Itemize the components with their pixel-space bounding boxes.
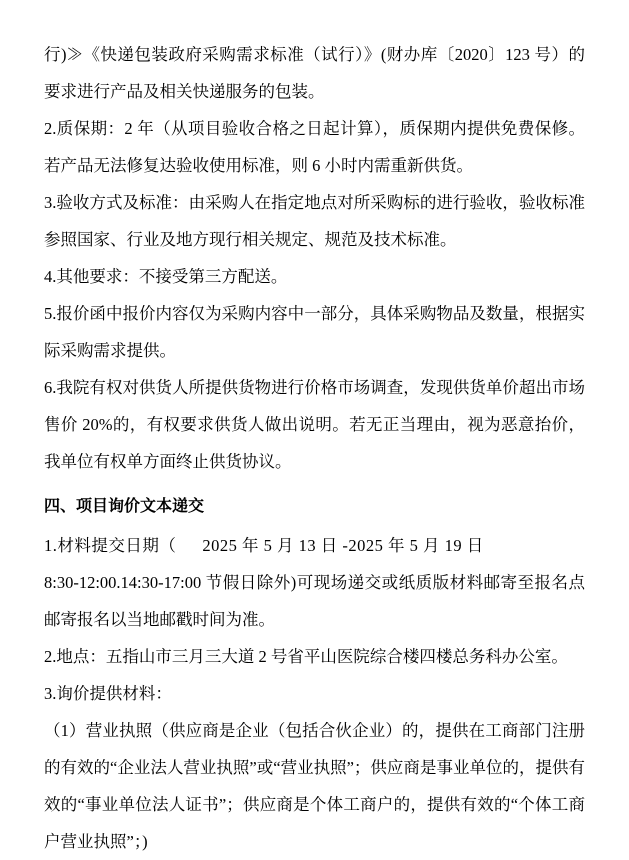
paragraph-other-requirements: 4.其他要求：不接受第三方配送。 (44, 267, 288, 286)
paragraph-location: 2.地点：五指山市三月三大道 2 号省平山医院综合楼四楼总务科办公室。 (44, 647, 568, 666)
paragraph-quotation-scope: 5.报价函中报价内容仅为采购内容中一部分，具体采购物品及数量，根据实际采购需求提供。 (44, 304, 585, 360)
section-heading-submission: 四、项目询价文本递交 (44, 498, 205, 515)
paragraph-acceptance: 3.验收方式及标准：由采购人在指定地点对所采购标的进行验收，验收标准参照国家、行业及地方现行相关规定、规范及技术标准。 (44, 193, 585, 249)
paragraph-price-survey: 6.我院有权对供货人所提供货物进行价格市场调查，发现供货单价超出市场售价 20%的，有权要求供货人做出说明。若无正当理由，视为恶意抬价，我单位有权单方面终止供货协议。 (44, 378, 585, 471)
submission-date-prefix: 1.材料提交日期（ (44, 536, 177, 555)
paragraph-warranty: 2.质保期：2 年（从项目验收合格之日起计算），质保期内提供免费保修。若产品无法修复达验收使用标准，则 6 小时内需重新供货。 (44, 119, 585, 175)
document-body (44, 36, 585, 860)
submission-date-range: 2025 年 5 月 13 日 -2025 年 5 月 19 日 (202, 536, 484, 555)
paragraph-submission-time: 8:30-12:00.14:30-17:00 节假日除外)可现场递交或纸质版材料邮寄至报名点邮寄报名以当地邮戳时间为准。 (44, 573, 585, 629)
paragraph-business-license: （1）营业执照（供应商是企业（包括合伙企业）的，提供在工商部门注册的有效的“企业法人营业执照”或“营业执照”；供应商是事业单位的，提供有效的“事业单位法人证书”；供应商是个体工商户的，提供有效的“个体工商户营业执照”；) (44, 721, 585, 851)
paragraph-packaging-standard: 行)≫《快递包装政府采购需求标准（试行）》(财办库〔2020〕123 号）的要求进行产品及相关快递服务的包装。 (44, 45, 585, 101)
paragraph-submission-date (44, 527, 585, 564)
paragraph-materials-title: 3.询价提供材料： (44, 684, 172, 703)
